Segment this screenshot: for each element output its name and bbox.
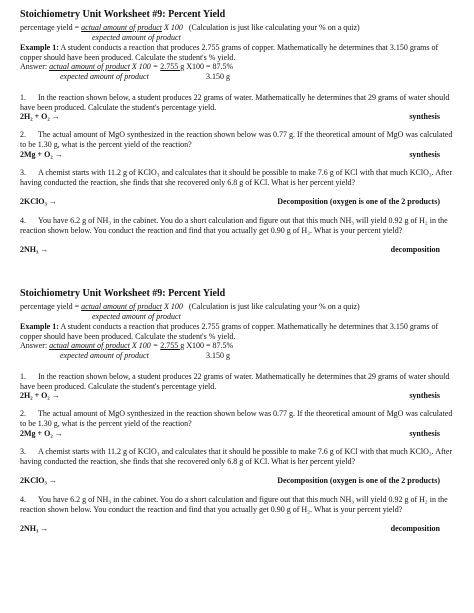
- question-1: [20, 93, 456, 112]
- answer-denominator: expected amount of product: [60, 72, 149, 81]
- question-number: 2.: [20, 409, 26, 418]
- question-text: In the reaction shown below, a student produces 22 grams of water. Mathematically he determines that 29 grams of water should have been produced. Calculate the student's percentage yield.: [20, 93, 450, 112]
- question-number: 1.: [20, 93, 26, 102]
- reaction-type: decomposition: [390, 524, 440, 533]
- question-2: [20, 130, 456, 149]
- answer-result: X100 = 87.5%: [184, 62, 234, 71]
- answer-numerator: actual amount of product: [49, 62, 130, 71]
- answer-line: [20, 62, 233, 72]
- formula-note: (Calculation is just like calculating your % on a quiz): [188, 302, 360, 311]
- reaction-type: synthesis: [409, 150, 440, 159]
- reaction-equation: 2NH₃ →: [20, 245, 49, 254]
- answer-num-value: 2.755 g: [160, 341, 185, 350]
- question-text: A chemist starts with 11.2 g of KClO₃ and calculates that it should be possible to make 7.6 g of KCl with that much KClO₃. After having conducted the reaction, she finds that she recovered only 6.8 g of KCl. What is her percent yield?: [20, 447, 453, 466]
- example-label: Example 1:: [20, 43, 59, 52]
- answer-label: Answer:: [20, 62, 50, 71]
- answer-num-value: 2.755 g: [160, 62, 185, 71]
- question-text: A chemist starts with 11.2 g of KClO₃ and calculates that it should be possible to make 7.6 g of KCl with that much KClO₃. After having conducted the reaction, she finds that she recovered only 6.8 g of KCl. What is her percent yield?: [20, 168, 453, 187]
- reaction-equation: 2KClO₃ →: [20, 197, 57, 206]
- example-text: A student conducts a reaction that produces 2.755 grams of copper. Mathematically he determines that 3.150 grams of copper should have been produced. Calculate the student's % yield.: [20, 43, 439, 62]
- worksheet-title: Stoichiometry Unit Worksheet #9: Percent Yield: [20, 9, 226, 20]
- reaction-3: [20, 476, 456, 486]
- question-1: [20, 372, 456, 391]
- reaction-equation: 2Mg + O₂ →: [20, 150, 63, 159]
- answer-times: X 100 =: [129, 341, 161, 350]
- question-4: [20, 216, 456, 235]
- reaction-equation: 2NH₃ →: [20, 524, 49, 533]
- answer-den-value: 3.150 g: [206, 72, 230, 81]
- reaction-3: [20, 197, 456, 207]
- question-text: In the reaction shown below, a student produces 22 grams of water. Mathematically he determines that 29 grams of water should have been produced. Calculate the student's percentage yield.: [20, 372, 450, 391]
- reaction-equation: 2H₂ + O₂ →: [20, 391, 60, 400]
- question-number: 4.: [20, 495, 26, 504]
- answer-result: X100 = 87.5%: [184, 341, 234, 350]
- question-number: 3.: [20, 168, 26, 177]
- reaction-2: [20, 150, 456, 160]
- reaction-1: [20, 391, 456, 401]
- formula-times: X 100: [163, 302, 183, 311]
- reaction-4: [20, 245, 456, 255]
- question-3: [20, 447, 456, 466]
- formula-numerator: actual amount of product: [81, 23, 162, 32]
- reaction-equation: 2KClO₃ →: [20, 476, 57, 485]
- percent-yield-formula: [20, 302, 360, 312]
- formula-times: X 100: [163, 23, 183, 32]
- question-4: [20, 495, 456, 514]
- question-text: The actual amount of MgO synthesized in the reaction shown below was 0.77 g. If the theoretical amount of MgO was calculated to be 1.30 g, what is the percent yield of the reaction?: [20, 409, 453, 428]
- reaction-type: Decomposition (oxygen is one of the 2 products): [277, 197, 440, 206]
- reaction-2: [20, 429, 456, 439]
- reaction-type: synthesis: [409, 391, 440, 400]
- reaction-type: decomposition: [390, 245, 440, 254]
- formula-lhs: percentage yield =: [20, 23, 82, 32]
- answer-label: Answer:: [20, 341, 50, 350]
- formula-lhs: percentage yield =: [20, 302, 82, 311]
- answer-den-value: 3.150 g: [206, 351, 230, 360]
- reaction-equation: 2Mg + O₂ →: [20, 429, 63, 438]
- question-text: You have 6.2 g of NH₃ in the cabinet. You do a short calculation and figure out that this much NH₃ will yield 0.92 g of H₂ in the reaction shown below. You conduct the reaction and find that you actually get 0.90 g of H₂. What is your percent yield?: [20, 216, 448, 235]
- reaction-type: synthesis: [409, 112, 440, 121]
- reaction-4: [20, 524, 456, 534]
- question-2: [20, 409, 456, 428]
- formula-numerator: actual amount of product: [81, 302, 162, 311]
- question-text: You have 6.2 g of NH₃ in the cabinet. You do a short calculation and figure out that this much NH₃ will yield 0.92 g of H₂ in the reaction shown below. You conduct the reaction and find that you actually get 0.90 g of H₂. What is your percent yield?: [20, 495, 448, 514]
- answer-numerator: actual amount of product: [49, 341, 130, 350]
- question-number: 2.: [20, 130, 26, 139]
- answer-line: [20, 341, 233, 351]
- answer-denominator: expected amount of product: [60, 351, 149, 360]
- question-text: The actual amount of MgO synthesized in the reaction shown below was 0.77 g. If the theoretical amount of MgO was calculated to be 1.30 g, what is the percent yield of the reaction?: [20, 130, 453, 149]
- formula-note: (Calculation is just like calculating your % on a quiz): [188, 23, 360, 32]
- example-1: [20, 43, 456, 62]
- question-number: 3.: [20, 447, 26, 456]
- formula-denominator: expected amount of product: [92, 312, 181, 321]
- reaction-equation: 2H₂ + O₂ →: [20, 112, 60, 121]
- question-number: 4.: [20, 216, 26, 225]
- formula-denominator: expected amount of product: [92, 33, 181, 42]
- reaction-1: [20, 112, 456, 122]
- example-1: [20, 322, 456, 341]
- reaction-type: synthesis: [409, 429, 440, 438]
- question-3: [20, 168, 456, 187]
- worksheet-title: Stoichiometry Unit Worksheet #9: Percent Yield: [20, 288, 226, 299]
- example-label: Example 1:: [20, 322, 59, 331]
- question-number: 1.: [20, 372, 26, 381]
- reaction-type: Decomposition (oxygen is one of the 2 products): [277, 476, 440, 485]
- example-text: A student conducts a reaction that produces 2.755 grams of copper. Mathematically he determines that 3.150 grams of copper should have been produced. Calculate the student's % yield.: [20, 322, 439, 341]
- percent-yield-formula: [20, 23, 360, 33]
- answer-times: X 100 =: [129, 62, 161, 71]
